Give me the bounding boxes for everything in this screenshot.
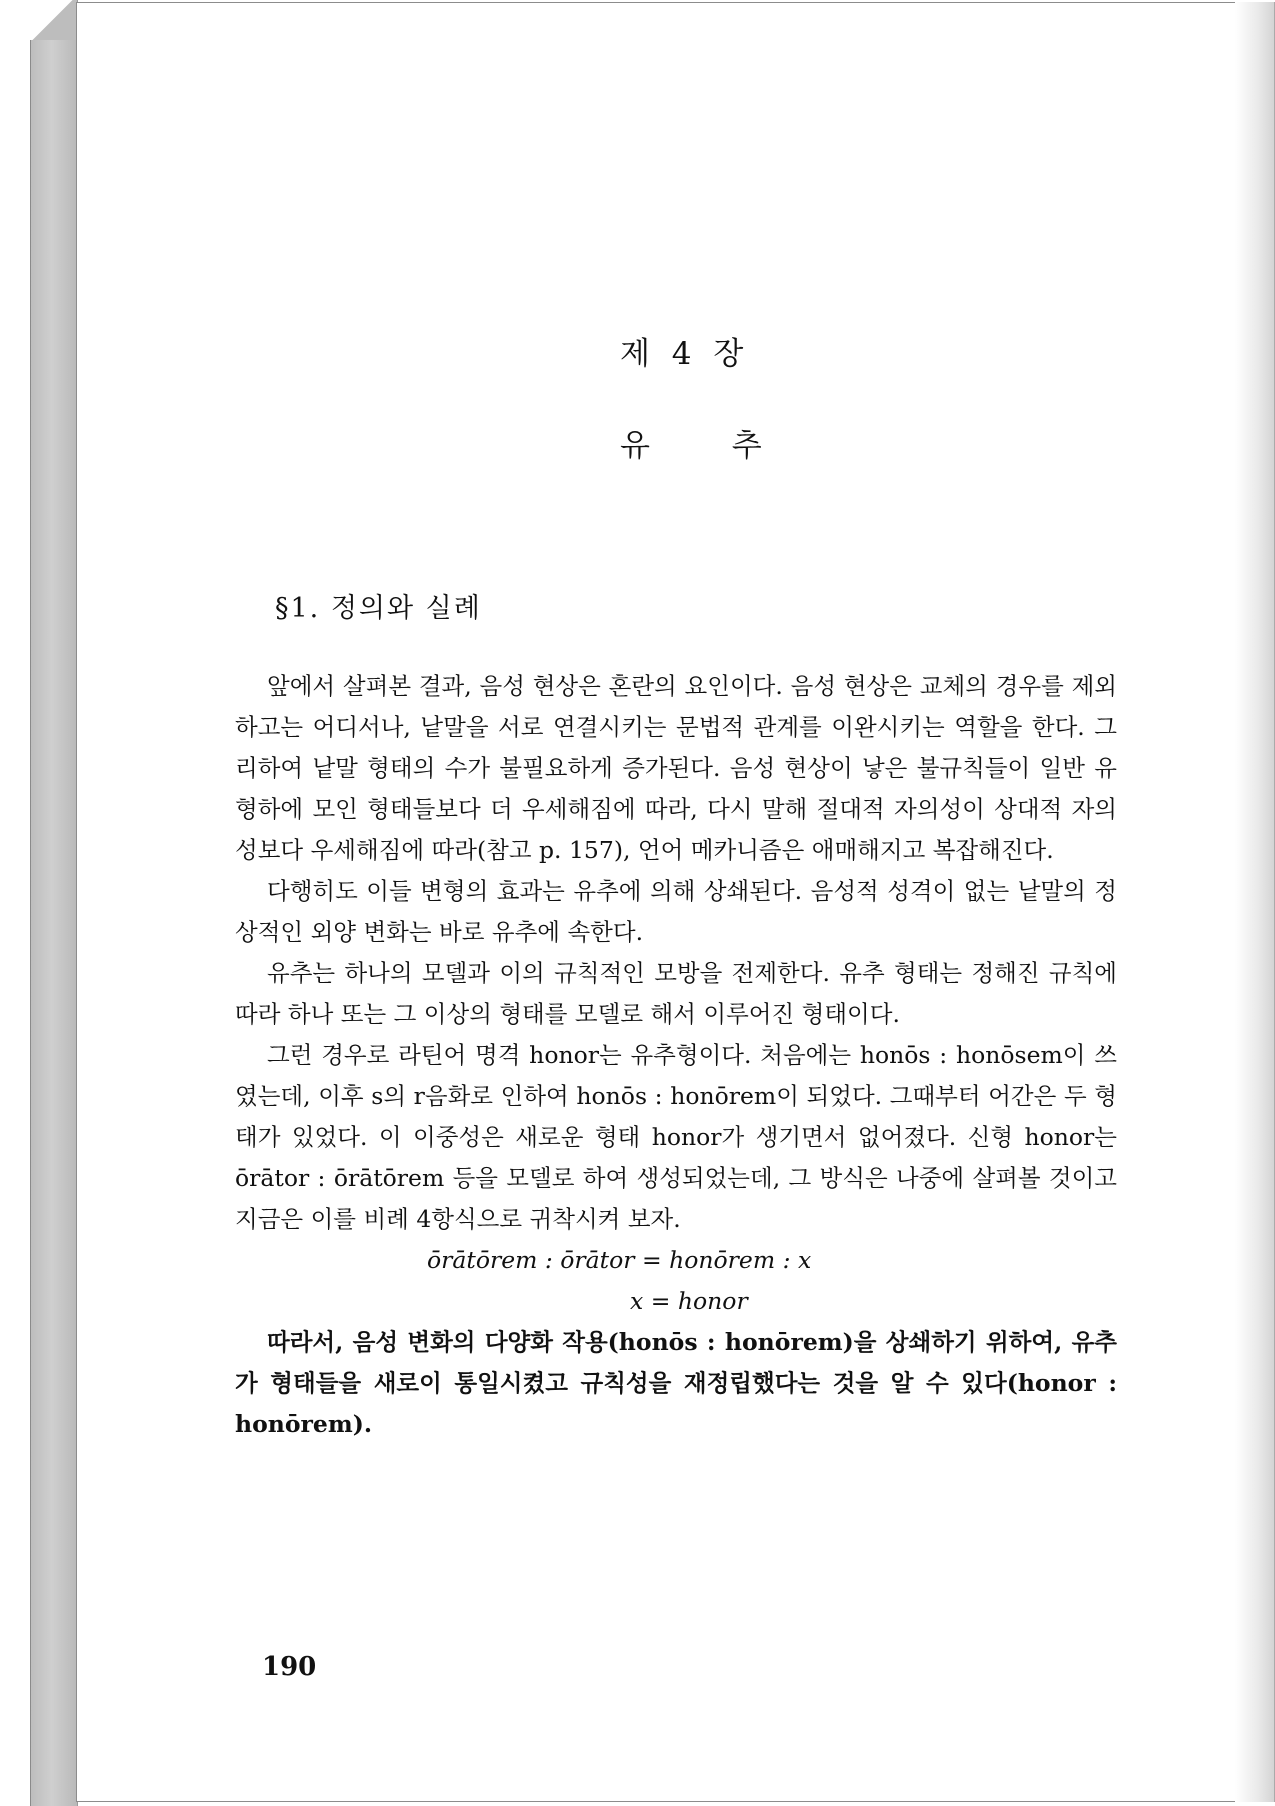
paragraph: 앞에서 살펴본 결과, 음성 현상은 혼란의 요인이다. 음성 현상은 교체의 경우를 제외하고는 어디서나, 낱말을 서로 연결시키는 문법적 관계를 이완시키는 역할을 한다. 그리하여 낱말 형태의 수가 불필요하게 증가된다. 음성 현상이 낳은 불규칙들이 일반 유형하에 모인 형태들보다 더 우세해짐에 따라, 다시 말해 절대적 자의성이 상대적 자의성보다 우세해짐에 따라(참고 p. 157), 언어 메카니즘은 애매해지고 복잡해진다. [235,672,1117,864]
section-heading: §1. 정의와 실례 [275,593,482,624]
book-spine [30,0,78,1806]
conclusion-paragraph: 따라서, 음성 변화의 다양화 작용(honōs : honōrem)을 상쇄하기 위하여, 유추가 형태들을 새로이 통일시켰고 규칙성을 재정립했다는 것을 알 수 있다(honor : honōrem). [235,1328,1117,1438]
formula-result: x = honor [630,1287,748,1315]
page-number: 190 [262,1652,317,1682]
page-edge-shadow [1235,2,1275,1802]
body-text [235,666,1117,1445]
formula-proportion: ōrātōrem : ōrātor = honōrem : x [427,1246,812,1274]
chapter-number: 제 4 장 [620,336,750,372]
paragraph: 유추는 하나의 모델과 이의 규칙적인 모방을 전제한다. 유추 형태는 정해진 규칙에 따라 하나 또는 그 이상의 형태를 모델로 해서 이루어진 형태이다. [235,959,1117,1028]
paragraph: 다행히도 이들 변형의 효과는 유추에 의해 상쇄된다. 음성적 성격이 없는 낱말의 정상적인 외양 변화는 바로 유추에 속한다. [235,877,1117,946]
chapter-title: 유 추 [620,428,798,464]
book-spine-corner [30,0,76,40]
paragraph: 그런 경우로 라틴어 명격 honor는 유추형이다. 처음에는 honōs : honōsem이 쓰였는데, 이후 s의 r음화로 인하여 honōs : honōrem이 되었다. 그때부터 어간은 두 형태가 있었다. 이 이중성은 새로운 형태 honor가 생기면서 없어졌다. 신형 honor는 ōrātor : ōrātōrem 등을 모델로 하여 생성되었는데, 그 방식은 나중에 살펴볼 것이고 지금은 이를 비례 4항식으로 귀착시켜 보자. [235,1041,1117,1233]
